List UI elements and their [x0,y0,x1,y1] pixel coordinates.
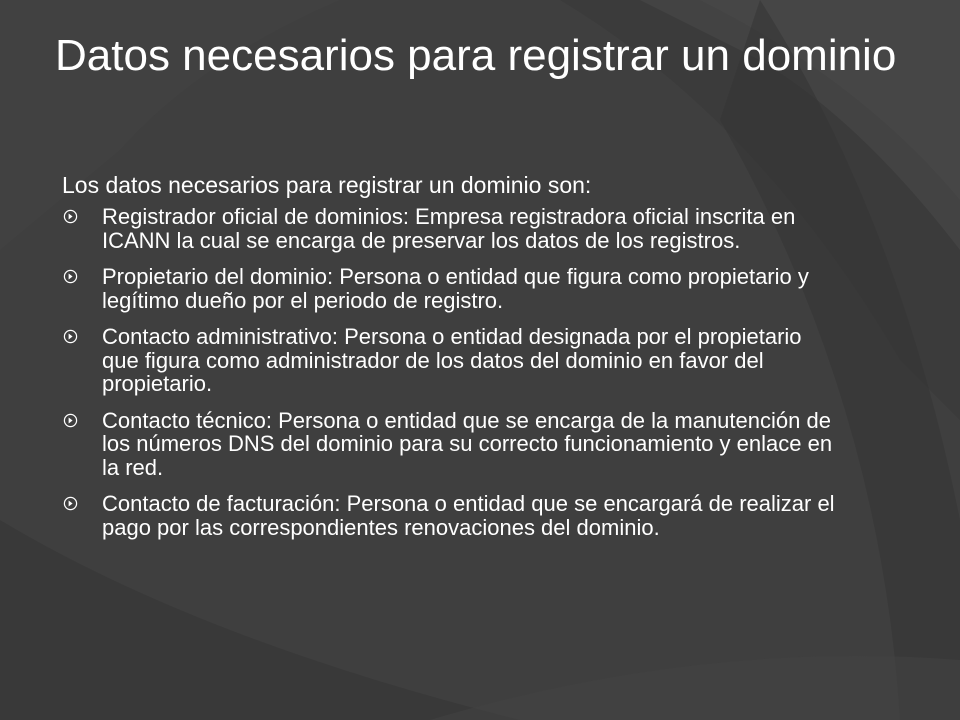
bullet-list [62,205,862,539]
list-item [62,492,837,539]
bullet-text: Contacto técnico: Persona o entidad que se encarga de la manutención de los números DNS del dominio para su correcto funcionamiento y enlace en la red. [102,407,833,480]
list-item [62,409,837,480]
list-item [62,265,837,312]
slide-title: Datos necesarios para registrar un dominio [55,31,897,80]
bullet-text: Registrador oficial de dominios: Empresa registradora oficial inscrita en ICANN la cual se encarga de preservar los datos de los registros. [102,204,796,253]
intro-text: Los datos necesarios para registrar un dominio son: [62,172,592,198]
bullet-text: Propietario del dominio: Persona o entidad que figura como propietario y legítimo dueño por el periodo de registro. [102,264,809,313]
bullet-text: Contacto administrativo: Persona o entidad designada por el propietario que figura como administrador de los datos del dominio en favor del propietario. [102,324,802,396]
list-item [62,205,837,252]
circled-arrow-icon [63,329,78,344]
circled-arrow-icon [63,209,78,224]
circled-arrow-icon [63,269,78,284]
circled-arrow-icon [63,496,78,511]
bullet-text: Contacto de facturación: Persona o entidad que se encargará de realizar el pago por las correspondientes renovaciones del dominio. [102,491,835,540]
circled-arrow-icon [63,413,78,428]
slide-body [62,172,862,552]
list-item [62,325,837,396]
